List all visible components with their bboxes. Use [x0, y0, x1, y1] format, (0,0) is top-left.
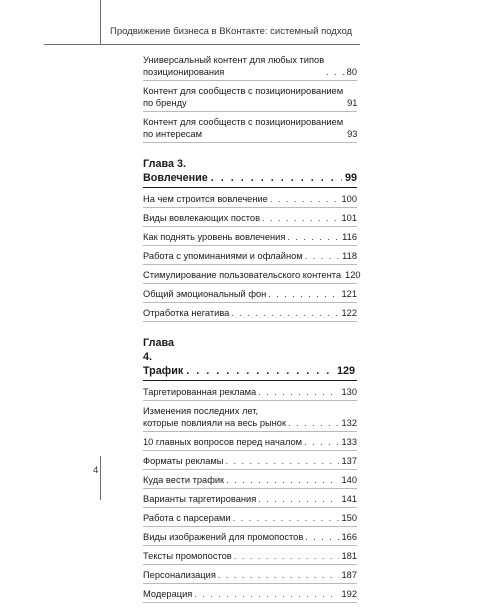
toc-entry-title-line: Контент для сообществ с позиционированием: [143, 117, 344, 127]
dot-leader: [233, 512, 340, 524]
header-rule: [100, 44, 360, 45]
toc-entry[interactable]: [143, 455, 357, 470]
toc-entry-title-line: Универсальный контент для любых типов: [143, 55, 325, 65]
toc-entry-page-number: 118: [342, 251, 357, 261]
page-number: 4: [93, 465, 99, 476]
chapter-page-number: 129: [336, 365, 355, 377]
toc-entry-title: [143, 569, 216, 581]
running-header: Продвижение бизнеса в ВКонтакте: системный подход: [110, 26, 353, 37]
toc-entry-title-line: Модерация: [143, 589, 193, 599]
dot-leader: [262, 212, 339, 224]
toc-entry-title-line: по бренду: [143, 98, 187, 108]
dot-leader: [305, 250, 341, 262]
toc-chapter-3-entries: [143, 193, 361, 322]
toc-entry[interactable]: [143, 269, 361, 284]
toc-entry-title: [143, 436, 302, 448]
toc-entry-title: [143, 231, 285, 243]
toc-entry-title-line: Виды вовлекающих постов: [143, 213, 261, 223]
toc-entry-page-number: 141: [341, 494, 357, 504]
chapter-title: Глава 4. Трафик: [143, 337, 184, 377]
toc-intro-section: [143, 54, 357, 143]
toc-entry-title-line: Виды изображений для промопостов: [143, 532, 304, 542]
toc-entry[interactable]: [143, 474, 357, 489]
toc-entry[interactable]: [143, 250, 357, 265]
dot-leader: [287, 231, 340, 243]
toc-entry-page-number: 93: [347, 129, 358, 139]
toc-entry-title-line: позиционирования: [143, 67, 225, 77]
toc-entry[interactable]: [143, 386, 357, 401]
dot-leader: [258, 386, 339, 398]
toc-entry[interactable]: [143, 231, 357, 246]
dot-leader: [194, 588, 339, 600]
toc-entry-title: [143, 531, 303, 543]
toc-entry-title-line: Тексты промопостов: [143, 551, 232, 561]
chapter-heading-4[interactable]: [143, 336, 357, 381]
toc-entry[interactable]: [143, 493, 357, 508]
toc-entry-title: [143, 493, 256, 505]
toc-entry[interactable]: [143, 436, 357, 451]
toc-entry-title: [143, 474, 224, 486]
toc-entry-title: [143, 269, 341, 281]
dot-leader: [268, 288, 339, 300]
toc-entry[interactable]: [143, 512, 357, 527]
toc-entry[interactable]: [143, 54, 357, 81]
toc-entry-title-line: Отработка негатива: [143, 308, 230, 318]
dot-leader: [211, 171, 342, 185]
chapter-page-number: 99: [344, 172, 357, 184]
toc-entry-title-line: Как поднять уровень вовлечения: [143, 232, 286, 242]
toc-entry-title: [143, 85, 343, 109]
dot-leader: [218, 569, 340, 581]
dot-leader: [231, 307, 339, 319]
toc-entry-title-line: Куда вести трафик: [143, 475, 225, 485]
toc-entry-page-number: 116: [342, 232, 357, 242]
crop-mark-vertical-top: [100, 0, 101, 44]
toc-entry-page-number: 101: [341, 213, 357, 223]
toc-chapter-4-entries: [143, 386, 357, 603]
toc-entry-page-number: 130: [341, 387, 357, 397]
toc-entry-title: [143, 386, 256, 398]
toc-entry-page-number: 120: [345, 270, 361, 280]
toc-entry-page-number: 80: [346, 67, 357, 77]
toc-entry-title-line: 10 главных вопросов перед началом: [143, 437, 303, 447]
toc-entry-title: [143, 588, 192, 600]
crop-mark-vertical-bottom: [100, 456, 101, 500]
toc-entry-title-line: Таргетированная реклама: [143, 387, 257, 397]
toc-entry-title: [143, 250, 303, 262]
toc-entry-title-line: Варианты таргетирования: [143, 494, 257, 504]
toc-entry[interactable]: [143, 588, 357, 603]
toc-entry-page-number: 192: [341, 589, 357, 599]
toc-entry[interactable]: [143, 569, 357, 584]
dot-leader: [234, 550, 340, 562]
toc-entry[interactable]: [143, 307, 357, 322]
toc-entry-title-line: по интересам: [143, 129, 202, 139]
toc-entry-page-number: 132: [341, 418, 357, 428]
toc-entry-title: [143, 405, 286, 429]
toc-entry-title-line: Работа с парсерами: [143, 513, 231, 523]
toc-entry[interactable]: [143, 531, 357, 546]
toc-entry-title-line: Контент для сообществ с позиционированием: [143, 86, 344, 96]
dot-leader: [270, 193, 340, 205]
toc-entry-title: [143, 212, 260, 224]
table-of-contents: [143, 54, 361, 607]
toc-entry-page-number: 187: [341, 570, 357, 580]
dot-leader: [288, 417, 339, 429]
toc-entry-page-number: 122: [341, 308, 357, 318]
chapter-heading-3[interactable]: [143, 157, 357, 188]
toc-entry-page-number: 133: [341, 437, 357, 447]
dot-leader: [304, 436, 339, 448]
toc-entry-title-line: На чем строится вовлечение: [143, 194, 268, 204]
toc-entry[interactable]: [143, 212, 357, 227]
toc-entry-title: [143, 116, 343, 140]
toc-entry-page-number: 181: [341, 551, 357, 561]
toc-entry-page-number: 140: [341, 475, 357, 485]
toc-entry-page-number: 91: [347, 98, 358, 108]
chapter-title: Глава 3. Вовлечение: [143, 158, 208, 184]
dot-leader: [305, 531, 339, 543]
toc-entry-page-number: 100: [341, 194, 357, 204]
toc-entry-title: [143, 512, 231, 524]
toc-entry-title-line: Изменения последних лет,: [143, 406, 259, 416]
toc-entry-title-line: Работа с упоминаниями и офлайном: [143, 251, 303, 261]
dot-leader: [258, 493, 339, 505]
dot-leader: [186, 364, 334, 378]
toc-entry-page-number: 150: [341, 513, 357, 523]
toc-entry[interactable]: [143, 116, 357, 143]
crop-mark-horizontal-left: [44, 44, 100, 45]
toc-entry-title: [143, 193, 268, 205]
toc-entry-page-number: 137: [341, 456, 357, 466]
toc-entry-title: [143, 455, 223, 467]
toc-entry-title-line: Общий эмоциональный фон: [143, 289, 267, 299]
toc-entry-title-line: Персонализация: [143, 570, 216, 580]
toc-entry-title: [143, 288, 266, 300]
toc-entry-title-line: Стимулирование пользовательского контента: [143, 270, 342, 280]
dot-leader: [326, 66, 345, 78]
toc-entry-page-number: 166: [341, 532, 357, 542]
toc-entry-title: [143, 550, 232, 562]
toc-entry-title: [143, 54, 324, 78]
toc-entry[interactable]: [143, 288, 357, 303]
dot-leader: [225, 455, 339, 467]
toc-entry-title-line: которые повлияли на весь рынок: [143, 418, 287, 428]
toc-entry[interactable]: [143, 85, 357, 112]
toc-entry-title: [143, 307, 229, 319]
toc-entry-page-number: 121: [341, 289, 357, 299]
toc-entry[interactable]: [143, 405, 357, 432]
toc-entry[interactable]: [143, 193, 357, 208]
toc-entry-title-line: Форматы рекламы: [143, 456, 224, 466]
toc-entry[interactable]: [143, 550, 357, 565]
dot-leader: [226, 474, 339, 486]
